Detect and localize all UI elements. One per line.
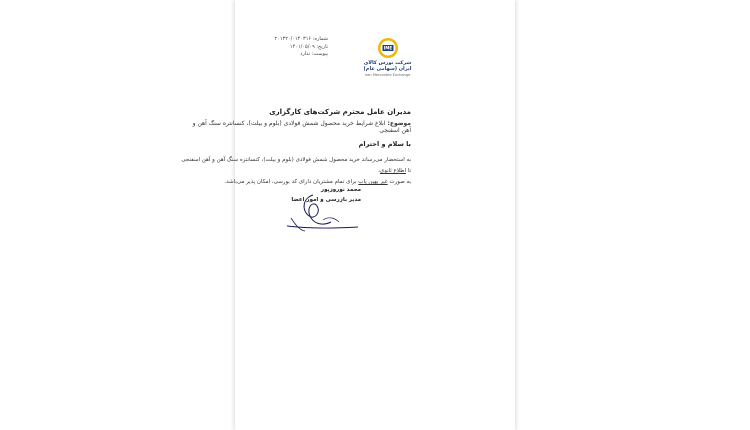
subject-line [191, 120, 411, 134]
handwritten-signature [283, 190, 363, 235]
logo-mark-text: IME [383, 45, 393, 51]
greeting: با سلام و احترام [358, 140, 411, 148]
body-line-1-underlined: اطلاع ثانوی [379, 168, 407, 174]
body-line-2-start: به صورت [389, 179, 411, 185]
subject-text: ابلاغ شرایط خرید محصول شمش فولادی (بلوم و بیلت)، کنسانتره سنگ آهن و آهن اسفنجی [192, 120, 411, 134]
recipient: مدیران عامل محترم شرکت‌های کارگزاری [269, 108, 411, 116]
signer-title: مدیر بازرسی و امور اعضا [291, 197, 361, 203]
logo-name-fa: شرکت بورس کالای ایران (سهامی عام) [363, 60, 412, 72]
letter-header-info [268, 36, 328, 59]
body-line-1-end: ، [378, 168, 380, 174]
subject-label: موضوع: [387, 120, 411, 127]
body-line-2-underlined: غیر یهین یاب [358, 179, 388, 185]
logo-text [360, 60, 415, 78]
letter-number: شماره: ۲۰۱۳۲۰/۰۱۴۰۳۱۶ [274, 36, 328, 42]
body-line-2-end: برای تمام مشتریان دارای کد بورسی، امکان پذیر می‌باشد. [224, 179, 357, 185]
letter-attachment: پیوست: ندارد [300, 51, 328, 57]
signer-name: محمد نوروزپور [320, 187, 361, 193]
body-line-1 [181, 155, 411, 177]
letter-page [181, 0, 515, 430]
logo-name-en: Iran Mercantile Exchange [364, 73, 411, 77]
body-line-1-start: به استحضار می‌رساند خرید محصول شمش فولادی (بلوم و بیلت)، کنسانتره سنگ آهن و آهن اسفنجی تا [181, 157, 411, 174]
ime-logo-icon [377, 37, 399, 59]
letter-body [181, 155, 411, 188]
letter-date: تاریخ: ۱۴۰۱/۰۵/۰۹ [289, 43, 328, 50]
